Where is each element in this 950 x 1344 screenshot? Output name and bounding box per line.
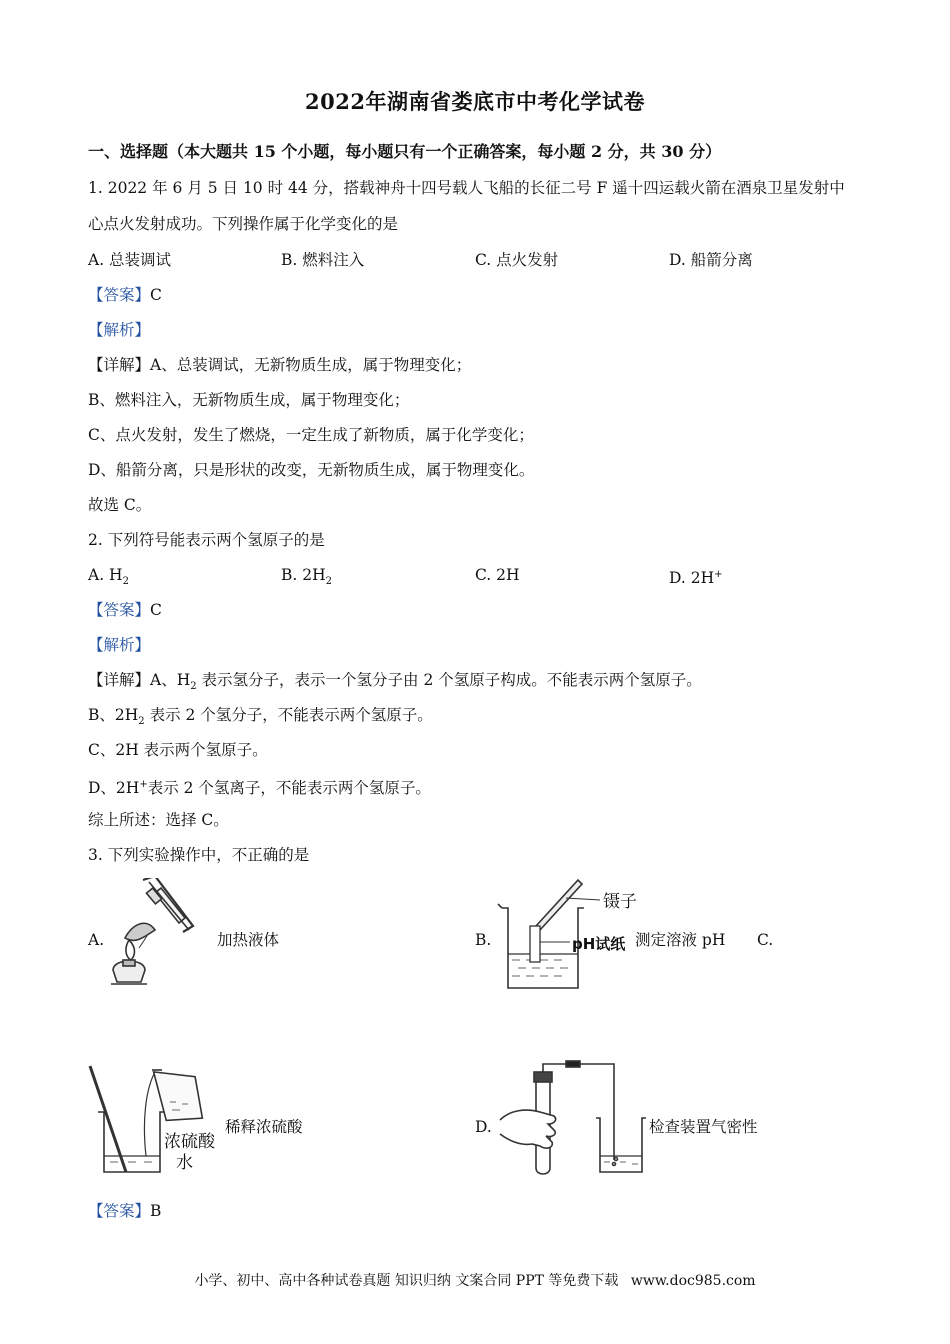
q2-option-d: D. 2H+ xyxy=(669,569,723,588)
q1-detail-a xyxy=(88,355,471,375)
acid-label: 浓硫酸 xyxy=(164,1132,215,1152)
q3-option-c-caption: 稀释浓硫酸 xyxy=(225,1118,303,1136)
q1-conclusion: 故选 C。 xyxy=(88,496,152,514)
q1-option-c: C. 点火发射 xyxy=(475,251,559,269)
section-heading: 一、选择题（本大题共 15 个小题，每小题只有一个正确答案，每小题 2 分，共 30 分） xyxy=(88,142,722,161)
answer-label: 【答案】 xyxy=(88,601,151,619)
answer-value: C xyxy=(150,601,162,619)
answer-label: 【答案】 xyxy=(88,1202,151,1220)
answer-value: C xyxy=(150,286,162,304)
q1-stem-line1: 1. 2022 年 6 月 5 日 10 时 44 分，搭载神舟十四号载人飞船的长征二号 F 遥十四运载火箭在酒泉卫星发射中 xyxy=(88,179,845,197)
detail-label: 【详解】 xyxy=(88,356,151,374)
q3-option-d-label: D. xyxy=(475,1118,492,1136)
footer-url[interactable]: www.doc985.com xyxy=(630,1273,756,1289)
q2-option-c: C. 2H xyxy=(475,566,520,584)
q1-detail-b: B、燃料注入，无新物质生成，属于物理变化； xyxy=(88,391,410,409)
detail-text: A、总装调试，无新物质生成，属于物理变化； xyxy=(150,356,472,374)
q2-answer xyxy=(88,600,162,620)
q3-option-a-label: A. xyxy=(88,931,105,949)
answer-value: B xyxy=(150,1202,162,1220)
q2-option-a: A. $H_2$ xyxy=(88,566,129,588)
answer-label: 【答案】 xyxy=(88,286,151,304)
q2-summary: 综上所述：选择 C。 xyxy=(88,811,229,829)
heating-liquid-figure xyxy=(103,878,213,990)
q2-stem: 2. 下列符号能表示两个氢原子的是 xyxy=(88,531,325,549)
q1-option-d: D. 船箭分离 xyxy=(669,251,753,269)
q2-detail-a: 【详解】A、$H_2$ 表示氢分子，表示一个氢分子由 2 个氢原子构成。不能表示两个氢原子。 xyxy=(88,671,702,693)
q2-detail-d: D、2H+表示 2 个氢离子，不能表示两个氢原子。 xyxy=(88,779,431,798)
q1-option-b: B. 燃料注入 xyxy=(281,251,365,269)
q2-detail-b: B、$2H_2$ 表示 2 个氢分子，不能表示两个氢原子。 xyxy=(88,706,433,728)
q2-detail-c: C、2H 表示两个氢原子。 xyxy=(88,741,268,759)
q1-detail-d: D、船箭分离，只是形状的改变，无新物质生成，属于物理变化。 xyxy=(88,461,535,479)
q3-option-b-label: B. xyxy=(475,931,492,949)
footer-text: 小学、初中、高中各种试卷真题 知识归纳 文案合同 PPT 等免费下载 xyxy=(194,1273,619,1289)
dilute-acid-figure xyxy=(88,1060,218,1180)
q3-option-c-label: C. xyxy=(757,931,774,949)
q1-detail-c: C、点火发射，发生了燃烧，一定生成了新物质，属于化学变化； xyxy=(88,426,534,444)
q2-analysis-label: 【解析】 xyxy=(88,636,151,654)
page-footer xyxy=(0,1270,950,1290)
page-title: 2022年湖南省娄底市中考化学试卷 xyxy=(305,89,645,114)
airtightness-figure xyxy=(496,1060,646,1180)
q2-option-b: B. $2H_2$ xyxy=(281,566,332,588)
q1-stem-line2: 心点火发射成功。下列操作属于化学变化的是 xyxy=(88,215,399,233)
water-label: 水 xyxy=(176,1153,193,1173)
ph-paper-label: pH试纸 xyxy=(572,935,626,953)
q1-option-a: A. 总装调试 xyxy=(88,251,172,269)
q1-analysis-label: 【解析】 xyxy=(88,321,151,339)
q3-option-a-caption: 加热液体 xyxy=(217,931,280,949)
q1-answer xyxy=(88,285,162,305)
q3-answer xyxy=(88,1201,161,1221)
q3-stem: 3. 下列实验操作中，不正确的是 xyxy=(88,846,310,864)
q3-option-d-caption: 检查装置气密性 xyxy=(649,1118,758,1136)
tweezers-label: 镊子 xyxy=(603,892,637,912)
q3-option-b-caption: 测定溶液 pH xyxy=(635,931,726,949)
